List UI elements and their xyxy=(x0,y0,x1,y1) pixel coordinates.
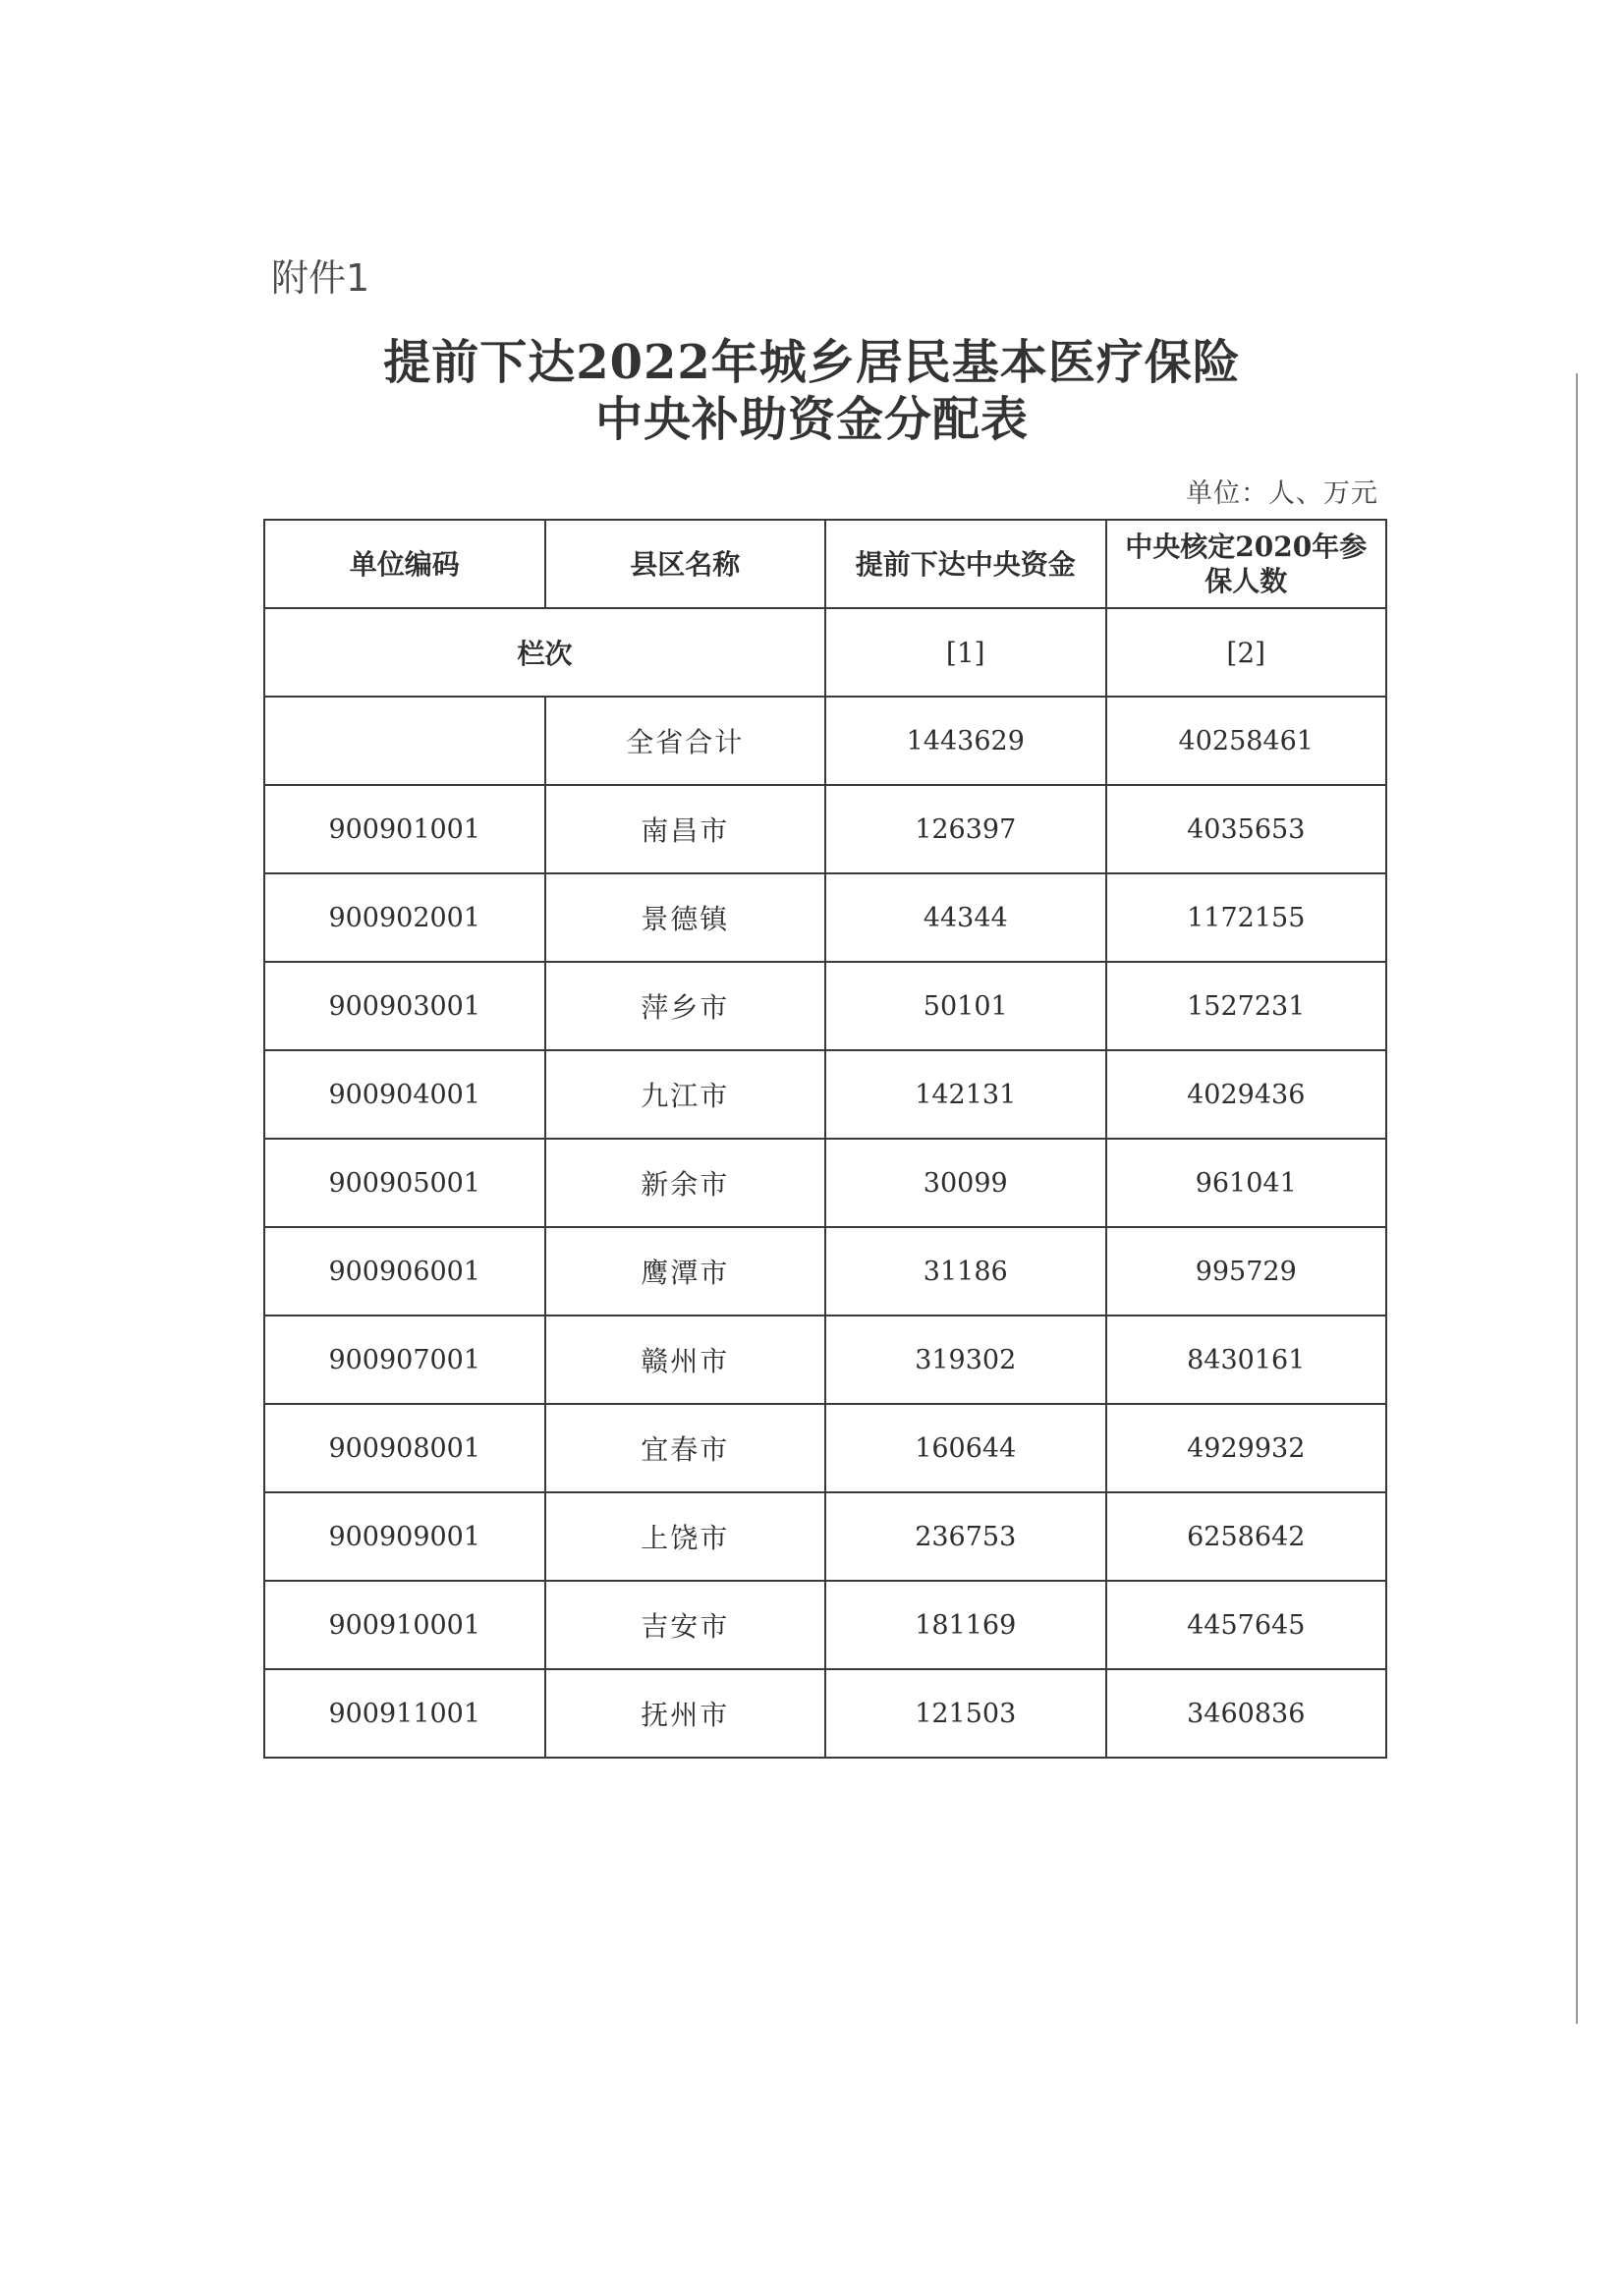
document-title-line2: 中央补助资金分配表 xyxy=(594,392,1029,447)
table-row xyxy=(264,1227,1386,1315)
row-central-funds: 319302 xyxy=(825,1315,1106,1404)
row-county-name: 赣州市 xyxy=(545,1315,826,1404)
column-index-1: [1] xyxy=(825,608,1106,697)
scan-edge-line xyxy=(1576,373,1578,2024)
table-row xyxy=(264,1492,1386,1581)
row-insured-count: 4035653 xyxy=(1106,785,1387,873)
column-index-label: 栏次 xyxy=(264,608,825,697)
total-name: 全省合计 xyxy=(545,697,826,785)
row-county-name: 新余市 xyxy=(545,1139,826,1227)
header-county-name: 县区名称 xyxy=(545,520,826,608)
row-unit-code: 900905001 xyxy=(264,1139,545,1227)
row-central-funds: 181169 xyxy=(825,1581,1106,1669)
unit-note: 单位：人、万元 xyxy=(1186,478,1378,509)
row-county-name: 景德镇 xyxy=(545,873,826,962)
document-title-line1: 提前下达2022年城乡居民基本医疗保险 xyxy=(383,335,1241,390)
column-index-2: [2] xyxy=(1106,608,1387,697)
row-insured-count: 1172155 xyxy=(1106,873,1387,962)
row-central-funds: 50101 xyxy=(825,962,1106,1050)
row-county-name: 抚州市 xyxy=(545,1669,826,1758)
table-row xyxy=(264,785,1386,873)
row-central-funds: 126397 xyxy=(825,785,1106,873)
row-insured-count: 4929932 xyxy=(1106,1404,1387,1492)
table-row xyxy=(264,1669,1386,1758)
table-row xyxy=(264,1581,1386,1669)
row-unit-code: 900902001 xyxy=(264,873,545,962)
row-county-name: 九江市 xyxy=(545,1050,826,1139)
header-central-funds: 提前下达中央资金 xyxy=(825,520,1106,608)
row-county-name: 鹰潭市 xyxy=(545,1227,826,1315)
table-row xyxy=(264,873,1386,962)
row-unit-code: 900903001 xyxy=(264,962,545,1050)
row-insured-count: 1527231 xyxy=(1106,962,1387,1050)
row-unit-code: 900908001 xyxy=(264,1404,545,1492)
row-insured-count: 4029436 xyxy=(1106,1050,1387,1139)
table-row xyxy=(264,962,1386,1050)
row-unit-code: 900910001 xyxy=(264,1581,545,1669)
row-central-funds: 30099 xyxy=(825,1139,1106,1227)
table-row xyxy=(264,1315,1386,1404)
row-central-funds: 121503 xyxy=(825,1669,1106,1758)
allocation-table xyxy=(263,519,1387,1759)
row-insured-count: 4457645 xyxy=(1106,1581,1387,1669)
row-central-funds: 236753 xyxy=(825,1492,1106,1581)
header-unit-code: 单位编码 xyxy=(264,520,545,608)
row-county-name: 萍乡市 xyxy=(545,962,826,1050)
row-unit-code: 900911001 xyxy=(264,1669,545,1758)
row-county-name: 吉安市 xyxy=(545,1581,826,1669)
total-row xyxy=(264,697,1386,785)
column-index-row xyxy=(264,608,1386,697)
row-county-name: 上饶市 xyxy=(545,1492,826,1581)
row-central-funds: 44344 xyxy=(825,873,1106,962)
table-row xyxy=(264,1139,1386,1227)
row-unit-code: 900904001 xyxy=(264,1050,545,1139)
total-code xyxy=(264,697,545,785)
total-insured: 40258461 xyxy=(1106,697,1387,785)
row-county-name: 南昌市 xyxy=(545,785,826,873)
table-row xyxy=(264,1404,1386,1492)
total-funds: 1443629 xyxy=(825,697,1106,785)
row-insured-count: 995729 xyxy=(1106,1227,1387,1315)
table-header-row xyxy=(264,520,1386,608)
attachment-label: 附件1 xyxy=(271,256,370,300)
row-insured-count: 3460836 xyxy=(1106,1669,1387,1758)
row-central-funds: 31186 xyxy=(825,1227,1106,1315)
row-insured-count: 8430161 xyxy=(1106,1315,1387,1404)
row-unit-code: 900901001 xyxy=(264,785,545,873)
row-insured-count: 6258642 xyxy=(1106,1492,1387,1581)
row-insured-count: 961041 xyxy=(1106,1139,1387,1227)
table-row xyxy=(264,1050,1386,1139)
header-insured-count: 中央核定2020年参保人数 xyxy=(1106,520,1387,608)
row-unit-code: 900906001 xyxy=(264,1227,545,1315)
row-central-funds: 142131 xyxy=(825,1050,1106,1139)
row-central-funds: 160644 xyxy=(825,1404,1106,1492)
row-unit-code: 900909001 xyxy=(264,1492,545,1581)
row-county-name: 宜春市 xyxy=(545,1404,826,1492)
row-unit-code: 900907001 xyxy=(264,1315,545,1404)
